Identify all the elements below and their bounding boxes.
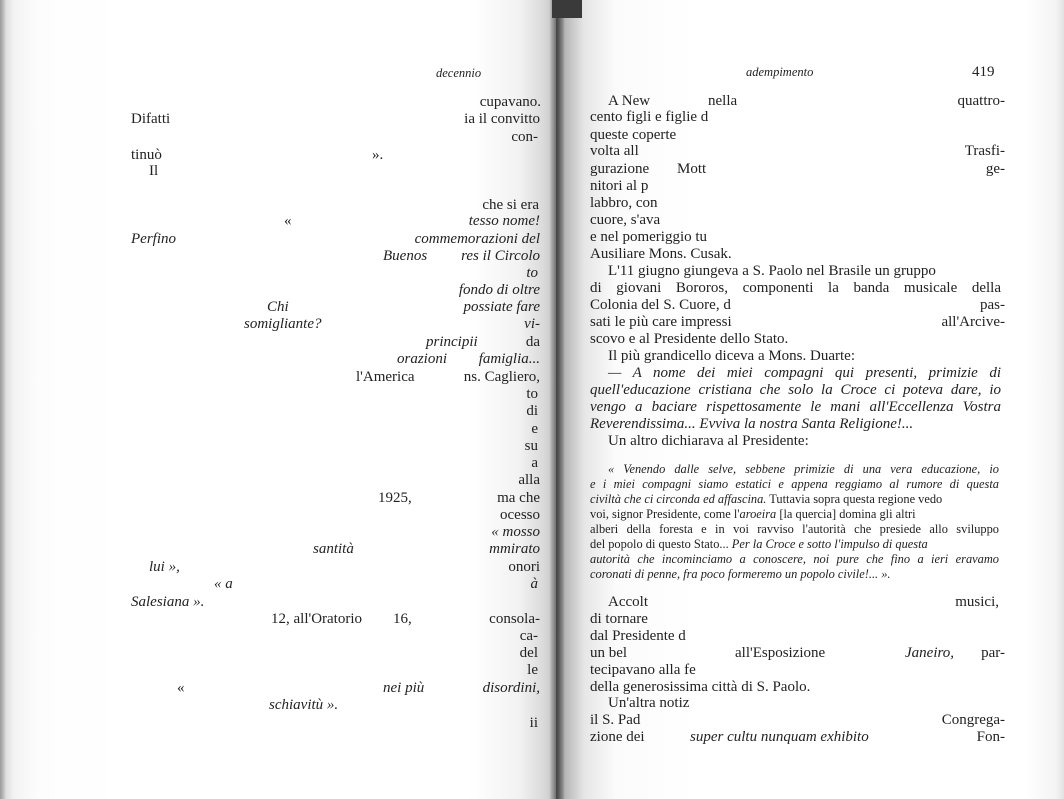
quote-fragment: civiltà che ci circonda ed affascina.: [590, 492, 767, 506]
text-line: all'Arcive-: [941, 314, 1005, 330]
text-line: di tornare: [590, 611, 648, 627]
text-fragment: 16,: [393, 611, 412, 627]
text-line: nitori al p: [590, 178, 649, 194]
text-fragment: consola-: [489, 611, 540, 627]
quote-line: alberi della foresta e in voi ravviso l'autorità che presiede allo sviluppo: [590, 522, 999, 536]
text-fragment: Difatti: [131, 111, 171, 127]
text-line: ge-: [985, 161, 1005, 177]
quote-fragment: Tuttavia sopra questa regione vedo: [766, 492, 943, 506]
quote-line: coronati di penne, fra poco formeremo un popolo civile!... ».: [590, 567, 891, 581]
text-fragment: « a: [214, 576, 233, 592]
text-line: e nel pomeriggio tu: [590, 229, 708, 245]
text-fragment: da: [525, 334, 540, 350]
text-fragment: 1925,: [378, 490, 412, 506]
text-line: sati le più care impressi: [590, 314, 732, 330]
text-fragment: somigliante?: [244, 316, 322, 332]
text-line: dal Presidente d: [590, 628, 686, 644]
text-line: labbro, con: [590, 195, 658, 211]
text-fragment: alla: [518, 472, 540, 488]
page-edge-shadow: [0, 0, 6, 799]
text-line: Mott: [677, 161, 707, 177]
right-page: [556, 0, 1064, 799]
text-fragment: ns. Cagliero,: [463, 369, 540, 385]
text-fragment: famiglia...: [478, 351, 540, 367]
text-fragment: 12, all'Oratorio: [271, 611, 363, 627]
text-fragment: ma che: [497, 490, 540, 506]
book-gutter: [550, 0, 564, 799]
text-fragment: nei più: [383, 680, 425, 696]
text-fragment: « mosso: [491, 524, 540, 540]
text-line: Reverendissima... Evviva la nostra Santa Religione!...: [590, 416, 914, 432]
text-fragment: schiavitù ».: [269, 697, 339, 713]
text-fragment: lui »,: [149, 559, 180, 575]
text-line: par-: [981, 645, 1005, 661]
text-line: all'Esposizione: [735, 645, 826, 661]
text-fragment: disordini,: [482, 680, 540, 696]
text-fragment: Perfino: [131, 231, 176, 247]
text-line: Ausiliare Mons. Cusak.: [590, 246, 732, 262]
running-head-right: adempimento: [746, 65, 814, 79]
text-fragment: possiate fare: [463, 299, 540, 315]
text-line: Fon-: [976, 729, 1005, 745]
text-fragment: su: [524, 438, 538, 454]
text-line: il S. Pad: [590, 712, 641, 728]
quote-fragment: voi, signor Presidente, come l': [590, 507, 740, 521]
text-line: volta all: [590, 143, 639, 159]
text-line: nella: [708, 93, 738, 109]
text-fragment: a: [531, 455, 538, 471]
text-fragment: to: [526, 265, 538, 281]
text-fragment: con-: [511, 129, 538, 145]
text-line: della generosissima città di S. Paolo.: [590, 679, 811, 695]
text-fragment: ii: [529, 715, 538, 731]
text-fragment: à: [530, 576, 538, 592]
text-line: Colonia del S. Cuore, d: [590, 297, 731, 313]
text-fragment: commemorazioni del: [414, 231, 540, 247]
quote-line: e i miei compagni siamo estatici e appena reggiamo al rumore di questa: [590, 477, 999, 491]
text-line: Un altro dichiarava al Presidente:: [608, 433, 809, 449]
quote-line: [590, 507, 916, 522]
quote-fragment: del popolo di questo Stato...: [590, 537, 732, 551]
text-line: super cultu nunquam exhibito: [690, 729, 869, 745]
text-fragment: «: [284, 213, 292, 229]
text-line: L'11 giugno giungeva a S. Paolo nel Brasile un gruppo: [608, 263, 936, 279]
text-line: quell'educazione cristiana che solo la Croce ci poteva dare, io: [590, 382, 1001, 398]
text-line: pas-: [980, 297, 1005, 313]
text-fragment: ocesso: [500, 507, 540, 523]
text-fragment: e: [531, 421, 538, 437]
text-line: Il più grandicello diceva a Mons. Duarte:: [608, 348, 856, 364]
text-line: di giovani Bororos, componenti la banda musicale della: [590, 280, 1001, 296]
text-fragment: fondo di oltre: [458, 282, 540, 298]
page-number: 419: [972, 64, 995, 80]
text-line: vengo a baciare rispettosamente le mani all'Eccellenza Vostra: [590, 399, 1001, 415]
text-fragment: cupavano.: [479, 94, 541, 110]
text-line: musici,: [955, 594, 999, 610]
text-line: tecipavano alla fe: [590, 662, 696, 678]
text-fragment: «: [177, 680, 185, 696]
running-head-left: decennio: [436, 66, 482, 80]
text-line: Un'altra notiz: [608, 695, 690, 711]
text-fragment: onori: [508, 559, 540, 575]
gutter-shadow: [552, 0, 582, 18]
quote-line: « Venendo dalle selve, sebbene primizie di una vera educazione, io: [608, 462, 999, 476]
text-fragment: Salesiana ».: [131, 594, 205, 610]
text-line: — A nome dei miei compagni qui presenti, primizie di: [608, 365, 1001, 381]
text-line: Congrega-: [941, 712, 1005, 728]
text-line: gurazione: [590, 161, 650, 177]
text-fragment: che si era: [482, 197, 539, 213]
text-line: A New: [608, 93, 651, 109]
text-line: cento figli e figlie d: [590, 109, 709, 125]
text-fragment: del: [519, 645, 538, 661]
text-fragment: Buenos: [383, 248, 428, 264]
text-line: Accolt: [608, 594, 648, 610]
text-fragment: Il: [149, 163, 159, 179]
text-fragment: mmirato: [489, 541, 540, 557]
text-line: Trasfi-: [964, 143, 1005, 159]
text-line: zione dei: [590, 729, 645, 745]
text-fragment: le: [527, 662, 538, 678]
quote-line: [590, 537, 928, 552]
quote-line: autorità che incominciamo a conoscere, noi pure che fino a ieri eravamo: [590, 552, 999, 566]
quote-fragment: [la quercia] domina gli altri: [776, 507, 916, 521]
text-fragment: santità: [313, 541, 354, 557]
text-fragment: to: [526, 386, 538, 402]
text-line: Janeiro,: [905, 645, 955, 661]
text-fragment: di: [526, 403, 538, 419]
text-fragment: res il Circolo: [461, 248, 540, 264]
text-line: scovo e al Presidente dello Stato.: [590, 331, 789, 347]
text-line: quattro-: [957, 93, 1005, 109]
text-fragment: tinuò: [131, 147, 162, 163]
text-fragment: l'America: [356, 369, 415, 385]
text-line: un bel: [590, 645, 628, 661]
text-line: cuore, s'ava: [590, 212, 661, 228]
text-fragment: ca-: [519, 628, 538, 644]
text-fragment: ».: [372, 147, 384, 163]
text-line: queste coperte: [590, 127, 677, 143]
text-fragment: Chi: [267, 299, 289, 315]
quote-fragment: Per la Croce e sotto l'impulso di questa: [731, 537, 928, 551]
quote-line: [590, 492, 942, 507]
text-fragment: principii: [426, 334, 478, 350]
quote-fragment: aroeira: [739, 507, 777, 521]
text-fragment: vi-: [524, 316, 540, 332]
text-fragment: ia il convitto: [464, 111, 540, 127]
text-fragment: orazioni: [397, 351, 448, 367]
text-fragment: tesso nome!: [468, 213, 540, 229]
